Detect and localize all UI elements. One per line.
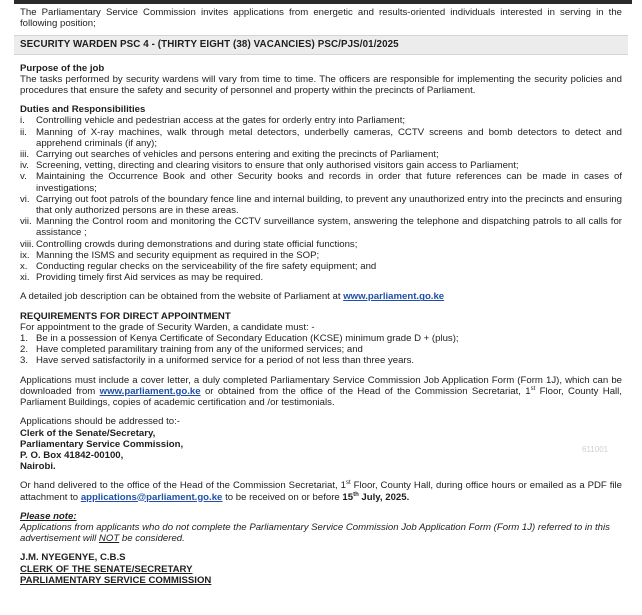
list-number: 2.	[20, 344, 29, 356]
list-text: Have completed paramilitary training from any of the uniformed services; and	[36, 344, 363, 356]
list-text: Be in a possession of Kenya Certificate of Secondary Education (KCSE) minimum grade D + (plus);	[36, 333, 459, 345]
delivery-text-3: to be received on or before	[225, 491, 340, 503]
list-item	[20, 171, 622, 193]
list-number: i.	[20, 115, 25, 127]
job-description-note	[20, 291, 622, 302]
list-text: Carrying out foot patrols of the boundary fence line and internal building, to prevent any unauthorized entry into the precincts and ensuring that only authorized persons are in these areas.	[36, 193, 622, 217]
list-item	[20, 127, 622, 149]
list-text: Manning the ISMS and security equipment as required in the SOP;	[36, 249, 320, 261]
list-number: iii.	[20, 149, 30, 161]
list-text: Controlling crowds during demonstrations and during state official functions;	[36, 238, 358, 250]
signatory-title: CLERK OF THE SENATE/SECRETARY	[20, 563, 193, 575]
list-item	[20, 149, 622, 160]
deadline-date	[342, 492, 409, 503]
requirements-heading: REQUIREMENTS FOR DIRECT APPOINTMENT	[20, 310, 231, 322]
list-number: vii.	[20, 216, 32, 228]
list-item	[20, 333, 622, 344]
list-number: xi.	[20, 272, 30, 284]
list-text: Manning the Control room and monitoring the CCTV surveillance system, answering the telephone and dispatching patrols to all calls for assistance ;	[36, 216, 622, 239]
watermark-code: 611001	[582, 445, 609, 454]
address-line: P. O. Box 41842-00100,	[20, 449, 124, 461]
applications-paragraph	[20, 375, 622, 409]
address-line: Parliamentary Service Commission,	[20, 438, 184, 450]
list-text: Controlling vehicle and pedestrian access at the gates for orderly entry into Parliament;	[36, 115, 406, 127]
note-text-2: be considered.	[121, 533, 185, 545]
position-title: SECURITY WARDEN PSC 4 - (THIRTY EIGHT (38) VACANCIES) PSC/PJS/01/2025	[14, 35, 628, 54]
address-lead: Applications should be addressed to:-	[20, 416, 180, 428]
job-description-text: A detailed job description can be obtained from the website of Parliament at	[20, 291, 341, 303]
list-text: Maintaining the Occurrence Book and other Security books and records in order that future references can be made in cases of investigations;	[36, 171, 622, 194]
superscript: th	[353, 491, 359, 498]
duties-list	[20, 115, 622, 283]
note-not: NOT	[98, 533, 120, 545]
list-text: Conducting regular checks on the serviceability of the fire safety equipment; and	[36, 261, 377, 273]
list-item	[20, 115, 622, 126]
purpose-text: The tasks performed by security wardens will vary from time to time. The officers are responsible for implementing the security policies and procedures that ensure the safety and security of personnel and property within the precincts of Parliament.	[20, 73, 622, 97]
parliament-website-link[interactable]: www.parliament.go.ke	[343, 291, 445, 303]
note-text-1: Applications from applicants who do not complete the Parliamentary Service Commission Job Application Form (Form 1J) referred to in this advertisement will	[20, 521, 610, 545]
purpose-heading: Purpose of the job	[20, 62, 105, 74]
list-text: Have served satisfactorily in a uniformed service for a period of not less than three years.	[36, 355, 415, 367]
applications-text-1: Applications must include a cover letter, a duly completed Parliamentary Service Commission Job Application Form (Form 1J), which can be downloaded from	[20, 374, 622, 397]
list-number: viii.	[20, 238, 34, 250]
duties-heading: Duties and Responsibilities	[20, 104, 146, 116]
list-text: Manning of X-ray machines, walk through metal detectors, underbelly cameras, CCTV screens and bomb detectors to detect and apprehend criminals (if any);	[36, 126, 622, 149]
superscript: st	[530, 385, 536, 392]
note-text	[20, 522, 622, 544]
list-item	[20, 355, 622, 366]
list-item	[20, 344, 622, 355]
applications-text-3: Floor, County Hall, Parliament Buildings, copies of academic certification and /or testimonials.	[20, 385, 622, 409]
signatory-name: J.M. NYEGENYE, C.B.S	[20, 552, 126, 564]
top-border	[14, 0, 632, 4]
list-item	[20, 194, 622, 216]
superscript: st	[346, 480, 351, 487]
download-form-link[interactable]: www.parliament.go.ke	[99, 385, 201, 397]
address-block	[20, 416, 622, 472]
list-number: x.	[20, 261, 28, 273]
applications-text-2: or obtained from the office of the Head of the Commission Secretariat, 1	[204, 385, 531, 397]
list-text: Screening, vetting, directing and clearing visitors to ensure that only authorised visitors gain access to Parliament;	[36, 160, 519, 172]
address-line: Clerk of the Senate/Secretary,	[20, 427, 156, 439]
list-text: Carrying out searches of vehicles and persons entering and exiting the precincts of Parliament;	[36, 149, 439, 161]
list-number: vi.	[20, 193, 30, 205]
list-item	[20, 272, 622, 283]
signatory-organisation: PARLIAMENTARY SERVICE COMMISSION	[20, 574, 212, 586]
list-item	[20, 239, 622, 250]
address-line: Nairobi.	[20, 461, 56, 473]
list-number: ii.	[20, 126, 27, 138]
intro-text: The Parliamentary Service Commission invites applications from energetic and results-oriented individuals interested in serving in the following position;	[20, 7, 622, 30]
list-number: iv.	[20, 160, 29, 172]
list-item	[20, 160, 622, 171]
delivery-paragraph	[20, 480, 622, 502]
list-number: 1.	[20, 333, 29, 345]
deadline-day: 15	[342, 491, 354, 503]
list-number: v.	[20, 171, 27, 183]
application-email-link[interactable]: applications@parliament.go.ke	[80, 491, 223, 503]
job-advert	[20, 7, 622, 586]
requirements-list	[20, 333, 622, 367]
delivery-text-1: Or hand delivered to the office of the Head of the Commission Secretariat, 1	[20, 480, 346, 492]
deadline-rest: July, 2025.	[361, 491, 410, 503]
signature-block	[20, 552, 622, 586]
requirements-lead: For appointment to the grade of Security Warden, a candidate must: -	[20, 321, 315, 333]
list-item	[20, 216, 622, 238]
note-heading: Please note:	[20, 510, 77, 522]
list-number: ix.	[20, 249, 30, 261]
delivery-text-2: Floor, County Hall, during office hours or emailed as a PDF file attachment to	[20, 480, 622, 503]
list-item	[20, 250, 622, 261]
list-item	[20, 261, 622, 272]
list-text: Providing timely first Aid services as may be required.	[36, 272, 264, 284]
list-number: 3.	[20, 355, 29, 367]
